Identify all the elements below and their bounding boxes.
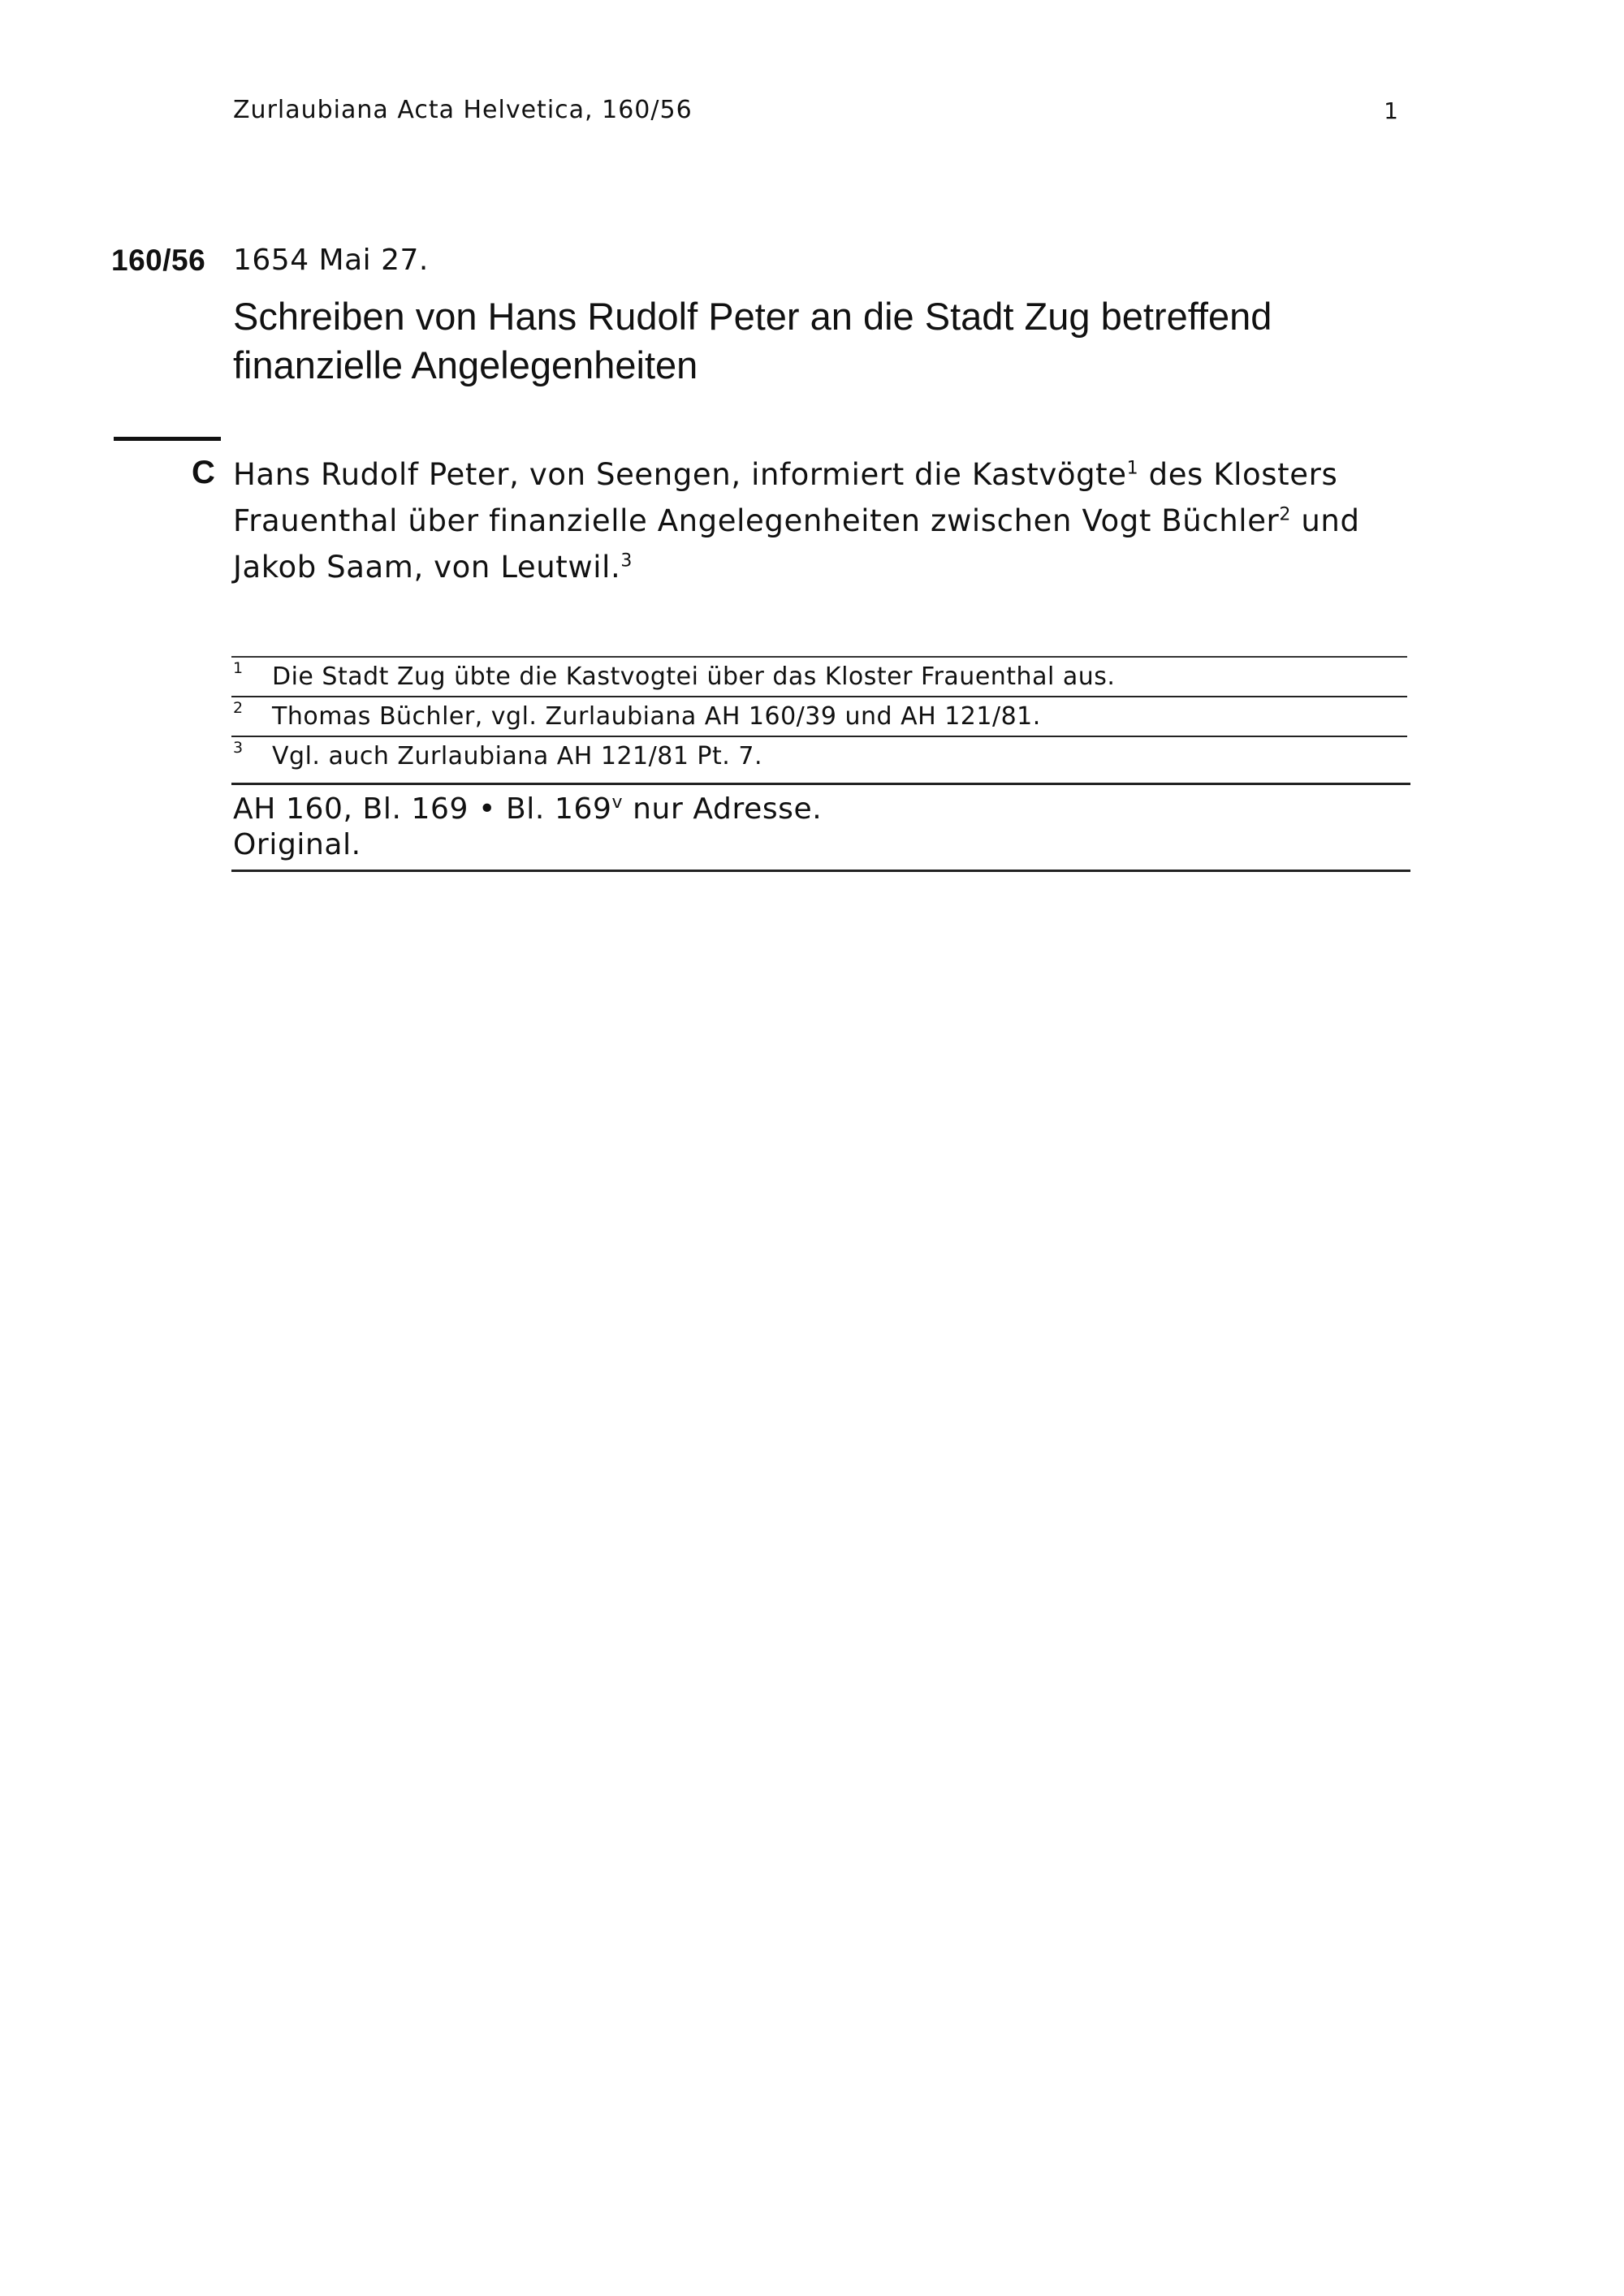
regest-part: und Jakob Saam, von Leutwil. [233,503,1360,585]
page-number: 1 [1384,97,1398,124]
footnote-text: Thomas Büchler, vgl. Zurlaubiana AH 160/39 und AH 121/81. [272,702,1041,731]
footnote-ref[interactable]: 3 [620,550,633,572]
entry-date: 1654 Mai 27. [233,244,429,277]
provenance-main: AH 160, Bl. 169 • Bl. 169 [233,792,612,826]
regest-text [233,451,1419,590]
regest-part: des Klosters Frauenthal über finanzielle Angelegenheiten zwischen Vogt Büchler [233,457,1338,538]
footnote-ref[interactable]: 1 [1126,458,1139,479]
entry-number: 160/56 [111,244,206,277]
footnote-number: 1 [233,659,244,677]
verso-mark: v [611,792,624,813]
margin-rule [114,437,221,441]
provenance-block [231,783,1410,872]
footnote-text: Die Stadt Zug übte die Kastvogtei über das Kloster Frauenthal aus. [272,662,1116,691]
footnotes [231,656,1407,775]
provenance-note: nur Adresse. [623,792,823,826]
footnote [231,697,1407,737]
provenance-original: Original. [233,828,361,861]
footnote-number: 3 [233,739,244,757]
entry-title: Schreiben von Hans Rudolf Peter an die Stadt Zug betreffend finanzielle Angelegenheiten [233,295,1272,386]
footnote [231,737,1407,775]
document-type-letter: C [192,455,215,490]
provenance-signature [233,792,1409,827]
footnote-number: 2 [233,699,244,717]
regest-part: Hans Rudolf Peter, von Seengen, informiert die Kastvögte [233,457,1127,492]
footnote-ref[interactable]: 2 [1279,504,1291,525]
footnote [231,658,1407,697]
running-head: Zurlaubiana Acta Helvetica, 160/56 [233,96,693,124]
footnote-text: Vgl. auch Zurlaubiana AH 121/81 Pt. 7. [272,742,762,770]
